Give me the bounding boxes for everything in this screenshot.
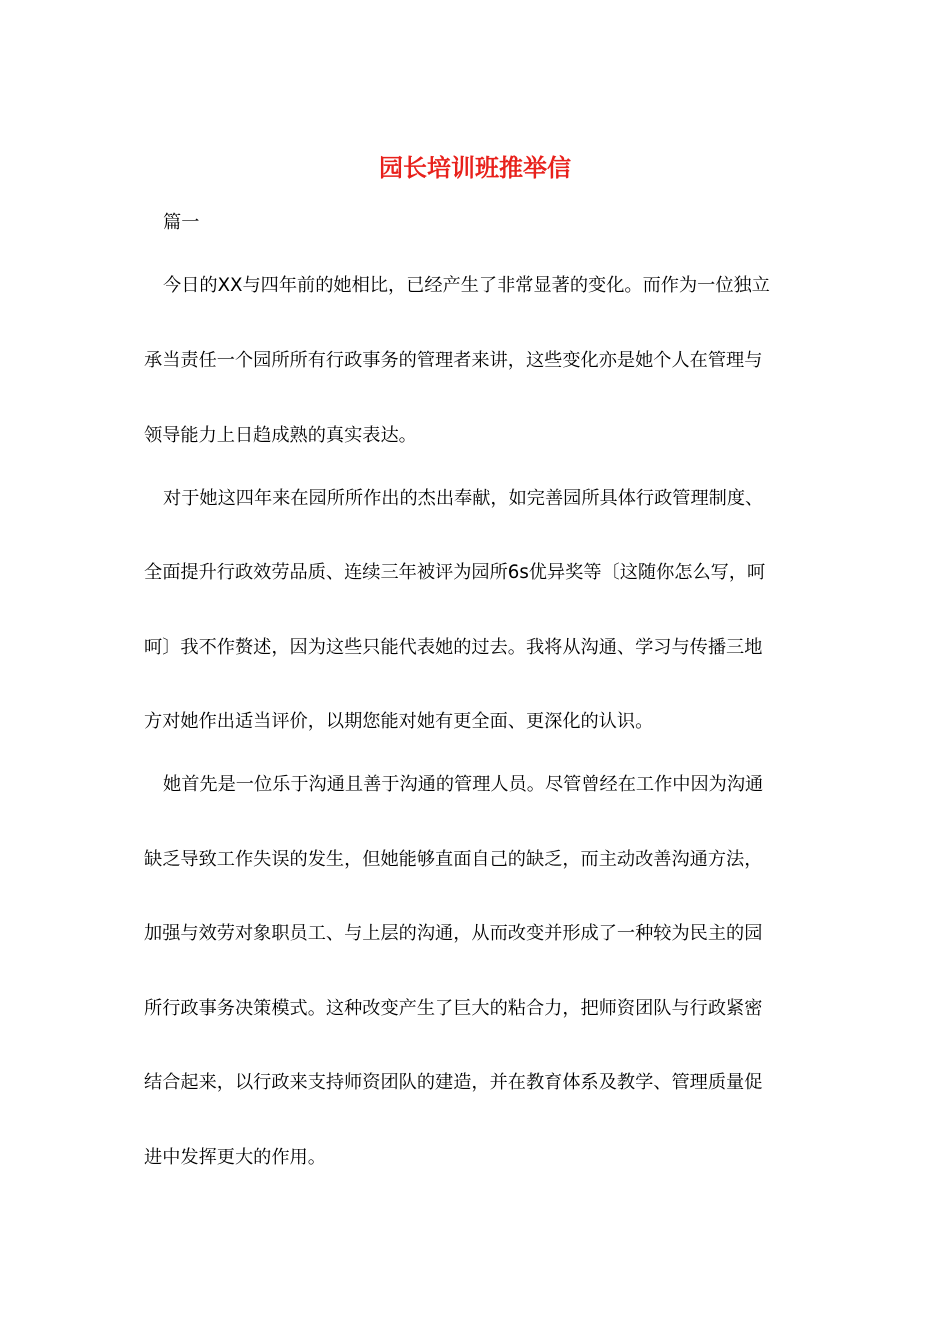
paragraph-line: 呵〕我不作赘述，因为这些只能代表她的过去。我将从沟通、学习与传播三地 xyxy=(144,637,763,658)
paragraph-line: 方对她作出适当评价，以期您能对她有更全面、更深化的认识。 xyxy=(144,711,654,732)
paragraph-line: 全面提升行政效劳品质、连续三年被评为园所6s优异奖等〔这随你怎么写，呵 xyxy=(144,562,766,583)
paragraph-line: 领导能力上日趋成熟的真实表达。 xyxy=(144,425,417,446)
paragraph-line: 加强与效劳对象职员工、与上层的沟通，从而改变并形成了一种较为民主的园 xyxy=(144,923,763,944)
paragraph-line: 承当责任一个园所所有行政事务的管理者来讲，这些变化亦是她个人在管理与 xyxy=(144,350,763,371)
document-title: 园长培训班推举信 xyxy=(379,153,571,182)
paragraph-line: 缺乏导致工作失误的发生，但她能够直面自己的缺乏，而主动改善沟通方法， xyxy=(144,849,763,870)
paragraph-line: 今日的XX与四年前的她相比，已经产生了非常显著的变化。而作为一位独立 xyxy=(163,275,770,296)
paragraph-line: 对于她这四年来在园所所作出的杰出奉献，如完善园所具体行政管理制度、 xyxy=(163,488,764,509)
paragraph-line: 她首先是一位乐于沟通且善于沟通的管理人员。尽管曾经在工作中因为沟通 xyxy=(163,774,764,795)
paragraph-line: 进中发挥更大的作用。 xyxy=(144,1147,326,1168)
paragraph-line: 结合起来，以行政来支持师资团队的建造，并在教育体系及教学、管理质量促 xyxy=(144,1072,763,1093)
paragraph-line: 所行政事务决策模式。这种改变产生了巨大的粘合力，把师资团队与行政紧密 xyxy=(144,998,763,1019)
section-label: 篇一 xyxy=(163,212,200,233)
